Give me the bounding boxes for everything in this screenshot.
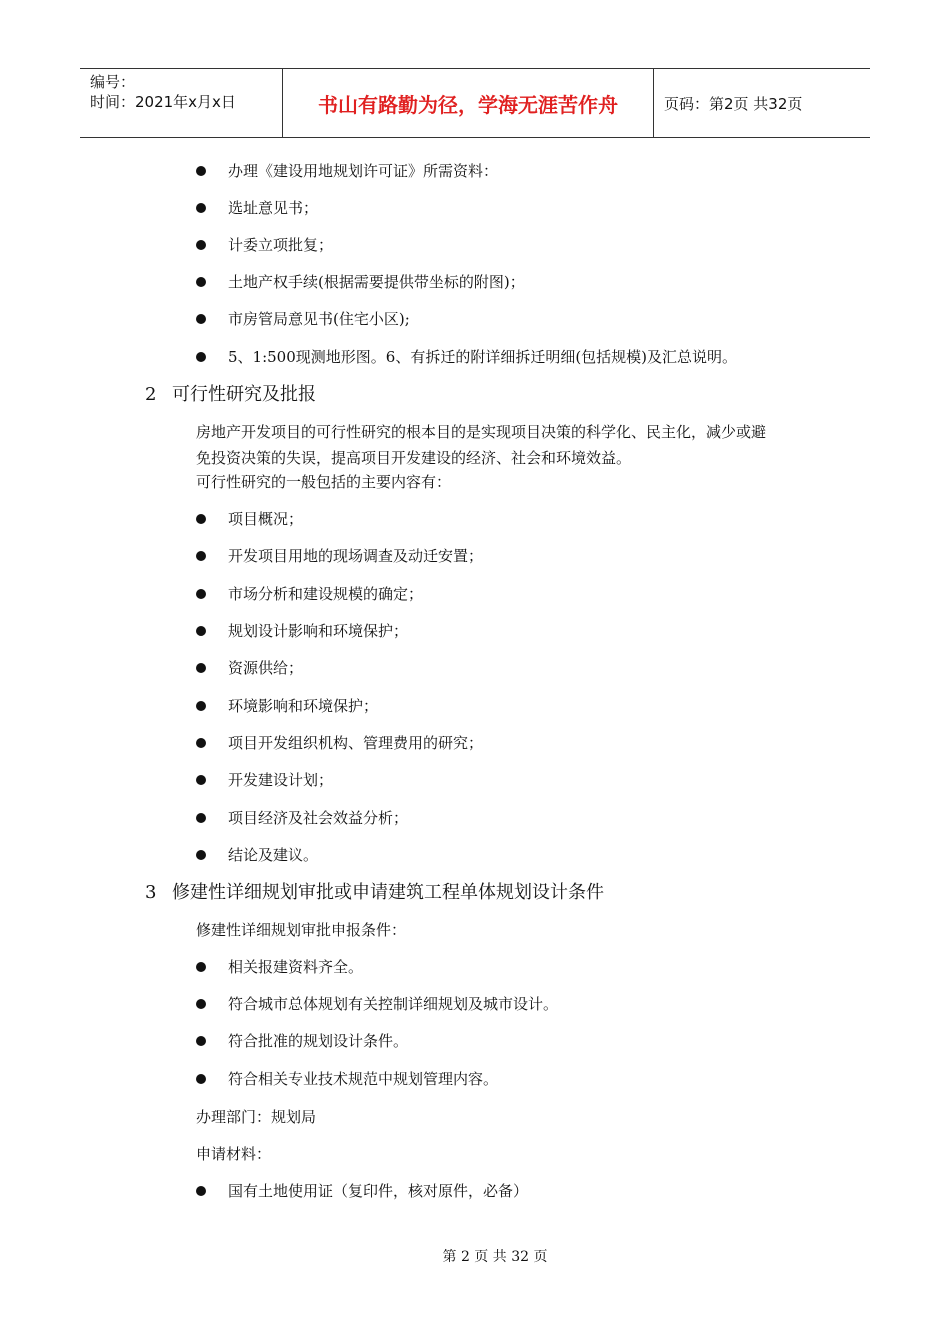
bullet-icon (196, 1036, 206, 1046)
bullet-icon (196, 850, 206, 860)
bullet-icon (196, 663, 206, 673)
bullet-icon (196, 813, 206, 823)
bullet-icon (196, 514, 206, 524)
header-motto: 书山有路勤为径，学海无涯苦作舟 (282, 69, 654, 137)
bullet-icon (196, 626, 206, 636)
materials-label: 申请材料： (196, 1145, 272, 1163)
bullet-icon (196, 1074, 206, 1084)
bullet-icon (196, 240, 206, 250)
bullet-icon (196, 277, 206, 287)
paragraph-line: 免投资决策的失误，提高项目开发建设的经济、社会和环境效益。 (196, 449, 632, 467)
bullet-icon (196, 962, 206, 972)
bullet-icon (196, 166, 206, 176)
bullet-icon (196, 589, 206, 599)
department-line: 办理部门：规划局 (196, 1108, 317, 1126)
bullet-icon (196, 999, 206, 1009)
number-label: 编号： (90, 73, 136, 91)
page-footer: 第 2 页 共 32 页 (442, 1249, 548, 1265)
bullet-icon (196, 1186, 206, 1196)
bullet-icon (196, 551, 206, 561)
header-page-code: 页码：第2页 共32页 (664, 94, 803, 113)
bullet-icon (196, 775, 206, 785)
paragraph-line: 房地产开发项目的可行性研究的根本目的是实现项目决策的科学化、民主化，减少或避 (196, 423, 767, 441)
header-info-cell (80, 69, 282, 137)
paragraph-line: 修建性详细规划审批申报条件： (196, 921, 407, 939)
paragraph-line: 可行性研究的一般包括的主要内容有： (196, 473, 452, 491)
time-label: 时间：2021年x月x日 (90, 93, 236, 111)
bullet-icon (196, 701, 206, 711)
bullet-icon (196, 203, 206, 213)
bullet-icon (196, 352, 206, 362)
header-table (80, 68, 870, 138)
bullet-icon (196, 738, 206, 748)
bullet-icon (196, 314, 206, 324)
